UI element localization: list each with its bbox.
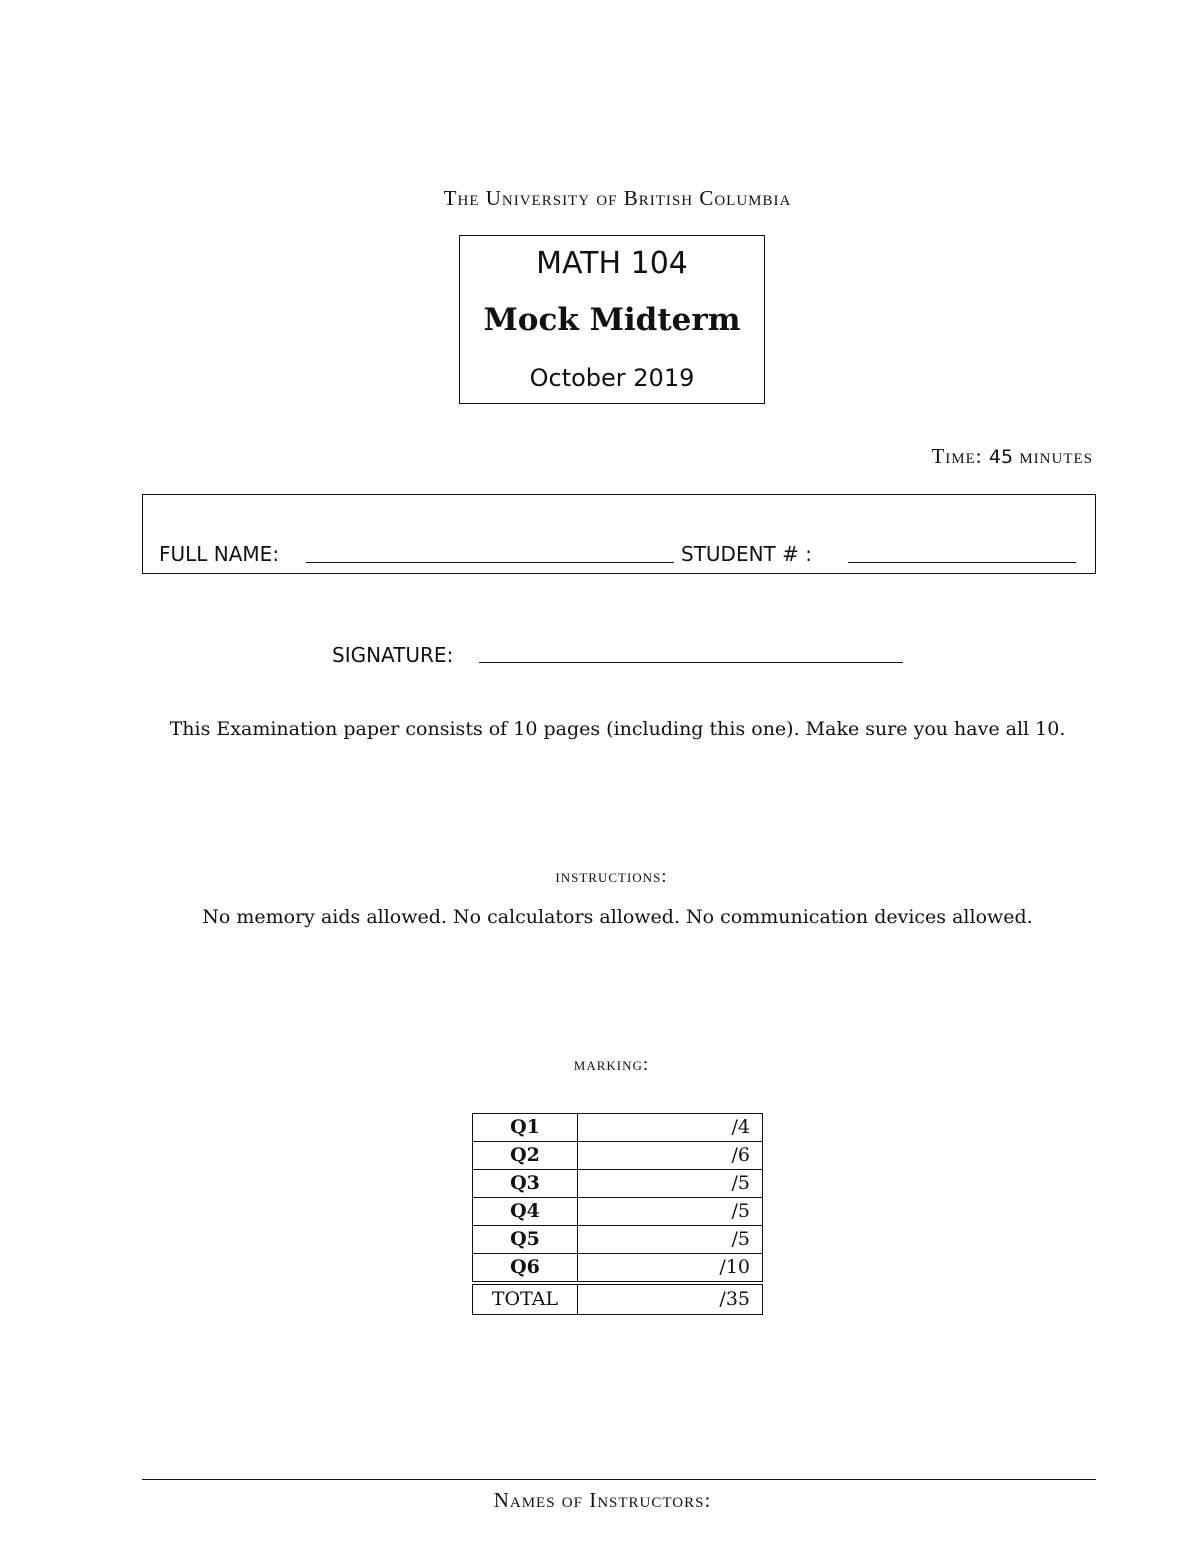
points-cell: /4 <box>578 1114 763 1142</box>
exam-title: Mock Midterm <box>483 302 741 338</box>
question-cell: Q4 <box>473 1198 578 1226</box>
pages-note: This Examination paper consists of 10 pages (including this one). Make sure you have all 10. <box>169 718 1066 740</box>
student-number-field[interactable] <box>848 562 1076 563</box>
question-cell: Q3 <box>473 1170 578 1198</box>
university-name: The University of British Columbia <box>443 186 792 210</box>
signature-field[interactable] <box>479 662 903 663</box>
total-points-cell: /35 <box>578 1283 763 1315</box>
marking-table <box>472 1113 763 1315</box>
question-cell: Q1 <box>473 1114 578 1142</box>
total-row <box>473 1283 763 1315</box>
time-value: 45 <box>988 446 1014 468</box>
full-name-field[interactable] <box>306 562 674 563</box>
title-box <box>459 235 765 404</box>
table-row <box>473 1254 763 1284</box>
footer-divider <box>142 1479 1096 1480</box>
points-cell: /10 <box>578 1254 763 1284</box>
table-row <box>473 1170 763 1198</box>
student-number-label: STUDENT # : <box>681 542 812 566</box>
table-row <box>473 1226 763 1254</box>
time-label: Time: <box>931 444 983 468</box>
question-cell: Q6 <box>473 1254 578 1284</box>
question-cell: Q2 <box>473 1142 578 1170</box>
full-name-label: FULL NAME: <box>159 542 280 566</box>
instructors-label: Names of Instructors: <box>493 1488 712 1512</box>
student-info-box <box>142 494 1096 574</box>
question-cell: Q5 <box>473 1226 578 1254</box>
points-cell: /5 <box>578 1198 763 1226</box>
total-label-cell: TOTAL <box>473 1283 578 1315</box>
time-unit: minutes <box>1019 444 1093 468</box>
table-row <box>473 1142 763 1170</box>
exam-date: October 2019 <box>529 364 695 392</box>
points-cell: /6 <box>578 1142 763 1170</box>
points-cell: /5 <box>578 1170 763 1198</box>
signature-label: SIGNATURE: <box>332 643 454 667</box>
time-allowed <box>931 444 1093 469</box>
marking-heading: marking: <box>573 1054 650 1075</box>
table-row <box>473 1114 763 1142</box>
instructions-text: No memory aids allowed. No calculators allowed. No communication devices allowed. <box>202 906 1033 928</box>
table-row <box>473 1198 763 1226</box>
instructions-heading: instructions: <box>555 866 668 887</box>
course-code: MATH 104 <box>536 246 688 281</box>
points-cell: /5 <box>578 1226 763 1254</box>
